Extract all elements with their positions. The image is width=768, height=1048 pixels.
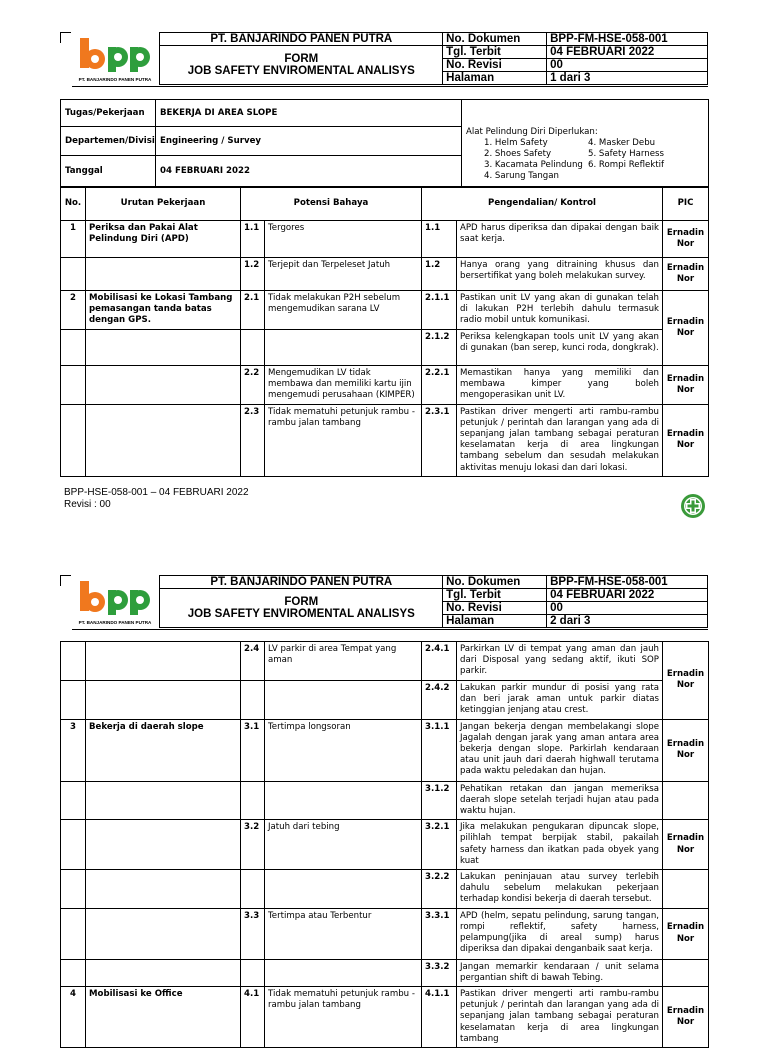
control-no: 2.2.1	[422, 366, 457, 405]
logo-letter-b	[80, 581, 105, 612]
table-row	[61, 820, 709, 870]
table-row	[61, 719, 709, 781]
logo-caption: PT. BANJARINDO PANEN PUTRA	[78, 76, 152, 82]
control-no: 1.1	[422, 221, 457, 258]
control-text: Pastikan unit LV yang akan di gunakan telah di lakukan P2H terlebih dahulu termasuk radio mobil untuk komunikasi.	[457, 291, 663, 330]
company-name: PT. BANJARINDO PANEN PUTRA	[160, 33, 443, 46]
company-logo	[75, 579, 155, 627]
hazard-no: 3.1	[241, 719, 265, 781]
pic-value: Ernadin Nor	[663, 404, 709, 476]
pic-value: Ernadin Nor	[663, 908, 709, 959]
control-text: Jika melakukan pengukaran dipuncak slope, pilihlah tempat berpijak stabil, pakailah safety harness dan ikatkan pada obyek yang kuat	[457, 820, 663, 870]
logo-letter-p1	[108, 47, 128, 72]
table-row	[61, 366, 709, 405]
col-header-steps: Urutan Pekerjaan	[86, 188, 241, 221]
control-no: 3.3.2	[422, 959, 457, 986]
issue-date-label: Tgl. Terbit	[443, 589, 547, 602]
control-text: Periksa kelengkapan tools unit LV yang akan di gunakan (ban serep, kunci roda, dongkrak).	[457, 330, 663, 366]
table-row	[61, 870, 709, 909]
table-row	[61, 330, 709, 366]
pic-value: Ernadin Nor	[663, 642, 709, 720]
row-task: Periksa dan Pakai Alat Pelindung Diri (APD)	[86, 221, 241, 258]
page1-corner-mark	[60, 32, 71, 43]
col-header-hazard: Potensi Bahaya	[241, 188, 422, 221]
logo-letter-p1	[108, 590, 128, 615]
hazard-no: 4.1	[241, 987, 265, 1048]
issue-date-value: 04 FEBRUARI 2022	[547, 589, 708, 602]
hazard-no: 1.2	[241, 258, 265, 291]
table-row	[61, 258, 709, 291]
hazard-text: Tertimpa longsoran	[265, 719, 422, 781]
control-text: Pehatikan retakan dan jangan memeriksa daerah slope setelah terjadi hujan atau pada waktu hujan.	[457, 781, 663, 820]
page1-header	[72, 32, 708, 85]
hazard-text: Tidak mematuhi petunjuk rambu - rambu jalan tambang	[265, 987, 422, 1048]
apd-item: 4. Masker Debu	[588, 138, 656, 148]
control-no: 2.1.2	[422, 330, 457, 366]
control-no: 2.4.2	[422, 680, 457, 719]
company-logo	[75, 36, 155, 84]
issue-date-value: 04 FEBRUARI 2022	[547, 46, 708, 59]
control-no: 4.1.1	[422, 987, 457, 1048]
hazard-no: 1.1	[241, 221, 265, 258]
control-no: 3.1.2	[422, 781, 457, 820]
hazard-text: Mengemudikan LV tidak membawa dan memiliki kartu ijin mengemudi perusahaan (KIMPER)	[265, 366, 422, 405]
apd-item: 3. Kacamata Pelindung	[484, 160, 583, 170]
control-text: Lakukan peninjauan atau survey terlebih dahulu sebelum melakukan pekerjaan terhadap kondisi bekerja di daerah tersebut.	[457, 870, 663, 909]
col-header-no: No.	[61, 188, 86, 221]
apd-item: 4. Sarung Tangan	[484, 171, 559, 181]
hazard-no: 3.2	[241, 820, 265, 870]
row-task: Mobilisasi ke Office	[86, 987, 241, 1048]
hazard-text: Tertimpa atau Terbentur	[265, 908, 422, 959]
logo-letter-b	[80, 38, 105, 69]
control-no: 2.4.1	[422, 642, 457, 681]
page2-header	[72, 575, 708, 628]
page2-corner-mark	[60, 575, 71, 586]
row-no: 2	[61, 291, 86, 330]
form-label: FORM	[284, 596, 319, 608]
pic-value: Ernadin Nor	[663, 820, 709, 870]
pic-value: Ernadin Nor	[663, 719, 709, 781]
dept-value: Engineering / Survey	[156, 127, 462, 156]
page-value: 1 dari 3	[547, 72, 708, 85]
form-title: JOB SAFETY ENVIROMENTAL ANALISYS	[187, 608, 415, 620]
apd-title: Alat Pelindung Diri Diperlukan:	[466, 127, 598, 137]
control-text: Jangan bekerja dengan membelakangi slope Jagalah dengan jarak yang aman antara area bekerja dengan slope. Parkirlah kendaraan atau unit jauh dari daerah highwall terutama pada waktu peledakan dan hujan.	[457, 719, 663, 781]
control-no: 2.1.1	[422, 291, 457, 330]
doc-no-value: BPP-FM-HSE-058-001	[547, 576, 708, 589]
doc-no-value: BPP-FM-HSE-058-001	[547, 33, 708, 46]
control-no: 2.3.1	[422, 404, 457, 476]
row-no: 3	[61, 719, 86, 781]
control-text: Pastikan driver mengerti arti rambu-rambu petunjuk / perintah dan larangan yang ada di sepanjang jalan tambang sebagai peraturan keselamatan kerja di area lingkungan tambang	[457, 987, 663, 1048]
apd-item: 1. Helm Safety	[484, 138, 548, 148]
col-header-control: Pengendalian/ Kontrol	[422, 188, 663, 221]
control-text: Pastikan driver mengerti arti rambu-rambu petunjuk / perintah dan larangan yang ada di sepanjang jalan tambang sebagai peraturan keselamatan kerja di area lingkungan tambang sebelum dan sesudah melakukan aktivitas menuju lokasi dan dari lokasi.	[457, 404, 663, 476]
control-text: APD (helm, sepatu pelindung, sarung tangan, rompi reflektif, safety harness, pelampung(jika di areal sump) harus diperiksa dan dipakai denganbaik saat kerja.	[457, 908, 663, 959]
hazard-text: Jatuh dari tebing	[265, 820, 422, 870]
apd-item: 6. Rompi Reflektif	[588, 160, 665, 170]
table-row	[61, 908, 709, 959]
task-value: BEKERJA DI AREA SLOPE	[156, 100, 462, 127]
table-row	[61, 781, 709, 820]
table-row	[61, 680, 709, 719]
logo-cell	[72, 576, 160, 628]
logo-letter-p2	[130, 47, 150, 72]
revision-value: 00	[547, 59, 708, 72]
date-value: 04 FEBRUARI 2022	[156, 156, 462, 187]
page-value: 2 dari 3	[547, 615, 708, 628]
control-no: 3.1.1	[422, 719, 457, 781]
issue-date-label: Tgl. Terbit	[443, 46, 547, 59]
table-row	[61, 291, 709, 330]
revision-label: No. Revisi	[443, 602, 547, 615]
control-text: APD harus diperiksa dan dipakai dengan baik saat kerja.	[457, 221, 663, 258]
hazard-text: Tergores	[265, 221, 422, 258]
revision-label: No. Revisi	[443, 59, 547, 72]
pic-value: Ernadin Nor	[663, 221, 709, 258]
control-text: Hanya orang yang ditraining khusus dan bersertifikat yang boleh melakukan survey.	[457, 258, 663, 291]
hazard-no: 2.1	[241, 291, 265, 330]
hazard-text: Tidak mematuhi petunjuk rambu - rambu jalan tambang	[265, 404, 422, 476]
ohs-safety-icon	[680, 493, 706, 519]
apd-list	[466, 138, 704, 182]
control-no: 3.3.1	[422, 908, 457, 959]
dept-label: Departemen/Divisi	[61, 127, 156, 156]
control-no: 3.2.1	[422, 820, 457, 870]
page-label: Halaman	[443, 72, 547, 85]
control-text: Parkirkan LV di tempat yang aman dan jauh dari Disposal yang sedang aktif, ikuti SOP parkir.	[457, 642, 663, 681]
jsea-table-page1	[60, 187, 709, 477]
doc-no-label: No. Dokumen	[443, 576, 547, 589]
table-row	[61, 221, 709, 258]
date-label: Tanggal	[61, 156, 156, 187]
col-header-pic: PIC	[663, 188, 709, 221]
page-label: Halaman	[443, 615, 547, 628]
row-no: 1	[61, 221, 86, 258]
company-name: PT. BANJARINDO PANEN PUTRA	[160, 576, 443, 589]
pic-value: Ernadin Nor	[663, 258, 709, 291]
job-info-table	[60, 99, 709, 187]
pic-value: Ernadin Nor	[663, 291, 709, 366]
table-row	[61, 642, 709, 681]
hazard-no: 2.4	[241, 642, 265, 681]
hazard-text: Terjepit dan Terpeleset Jatuh	[265, 258, 422, 291]
table-row	[61, 404, 709, 476]
page1-footer	[64, 487, 249, 511]
hazard-no: 2.3	[241, 404, 265, 476]
hazard-text: Tidak melakukan P2H sebelum mengemudikan sarana LV	[265, 291, 422, 330]
row-task: Mobilisasi ke Lokasi Tambang pemasangan tanda batas dengan GPS.	[86, 291, 241, 330]
pic-value: Ernadin Nor	[663, 366, 709, 405]
page1-header-underline	[72, 86, 708, 87]
form-label: FORM	[284, 53, 319, 65]
row-task: Bekerja di daerah slope	[86, 719, 241, 781]
revision-value: 00	[547, 602, 708, 615]
hazard-no: 2.2	[241, 366, 265, 405]
control-text: Memastikan hanya yang memiliki dan membawa kimper yang boleh mengoperasikan unit LV.	[457, 366, 663, 405]
page2-header-underline	[72, 629, 708, 630]
form-title-cell	[160, 589, 443, 628]
logo-letter-p2	[130, 590, 150, 615]
form-title: JOB SAFETY ENVIROMENTAL ANALISYS	[187, 65, 415, 77]
logo-cell	[72, 33, 160, 85]
control-text: Lakukan parkir mundur di posisi yang rata dan beri jarak aman untuk parkir diatas ketinggian jenjang atau crest.	[457, 680, 663, 719]
control-no: 3.2.2	[422, 870, 457, 909]
apd-item: 5. Safety Harness	[588, 149, 664, 159]
table-row	[61, 987, 709, 1048]
table-row	[61, 959, 709, 986]
control-no: 1.2	[422, 258, 457, 291]
apd-item: 2. Shoes Safety	[484, 149, 552, 159]
doc-no-label: No. Dokumen	[443, 33, 547, 46]
task-label: Tugas/Pekerjaan	[61, 100, 156, 127]
footer-doc-ref: BPP-HSE-058-001 – 04 FEBRUARI 2022	[64, 487, 249, 498]
hazard-no: 3.3	[241, 908, 265, 959]
form-title-cell	[160, 46, 443, 85]
logo-caption: PT. BANJARINDO PANEN PUTRA	[78, 619, 152, 625]
footer-revision: Revisi : 00	[64, 499, 111, 510]
control-text: Jangan memarkir kendaraan / unit selama pergantian shift di bawah Tebing.	[457, 959, 663, 986]
pic-value: Ernadin Nor	[663, 987, 709, 1048]
hazard-text: LV parkir di area Tempat yang aman	[265, 642, 422, 681]
row-no: 4	[61, 987, 86, 1048]
apd-item	[588, 171, 698, 182]
apd-cell	[462, 100, 709, 187]
jsea-table-page2	[60, 641, 709, 1048]
